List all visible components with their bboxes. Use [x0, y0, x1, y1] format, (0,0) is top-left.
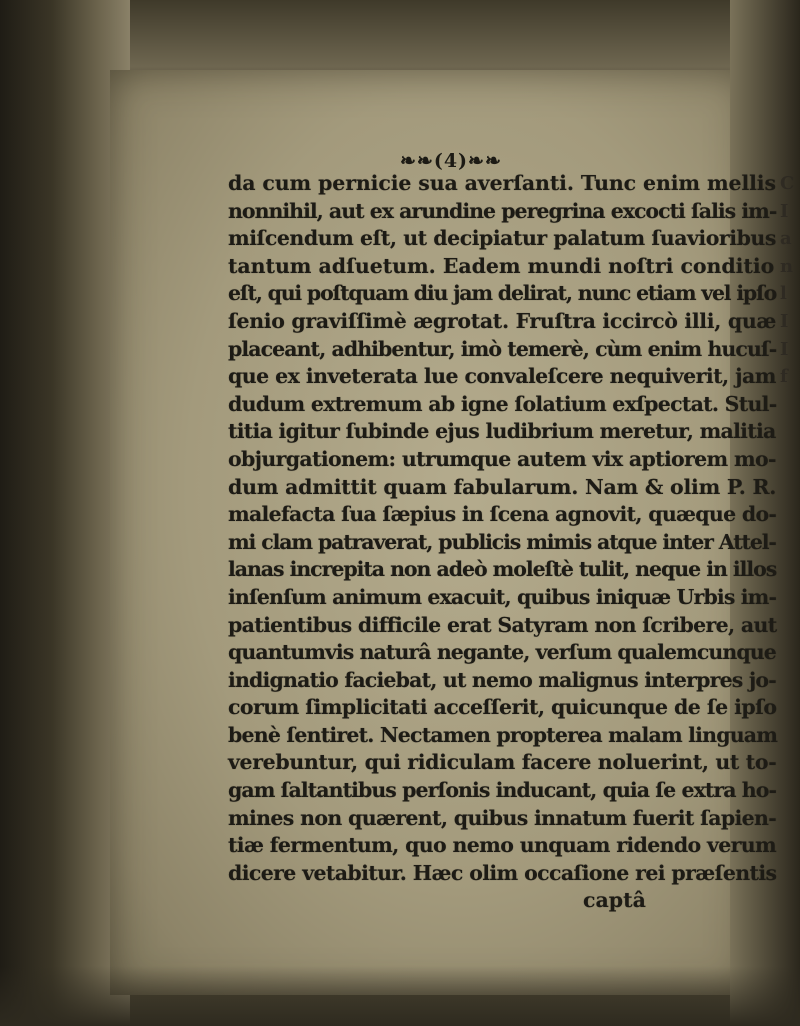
text-line: que ex inveterata lue convaleſcere nequiverit, jam [228, 364, 776, 389]
text-line: mi clam patraverat, publicis mimis atque inter Attel- [228, 529, 776, 554]
text-line: benè ſentiret. Nectamen propterea malam linguam [228, 722, 778, 747]
text-line: patientibus difficile erat Satyram non ſcribere, aut [228, 612, 777, 637]
text-line: placeant, adhibentur, imò temerè, cùm enim hucuſ- [228, 336, 777, 361]
facing-page-letter: l [780, 283, 787, 305]
text-line: dum admittit quam fabularum. Nam & olim P. R. [228, 474, 777, 499]
facing-page-letter: n [780, 255, 794, 277]
facing-page-letter: I [780, 338, 789, 360]
facing-page-letter: a [780, 228, 792, 250]
text-line: malefacta ſua ſæpius in ſcena agnovit, quæque do- [228, 502, 777, 527]
text-line: dicere vetabitur. Hæc olim occaſione rei præſentis [228, 860, 777, 885]
text-line: tiæ fermentum, quo nemo unquam ridendo verum [228, 833, 777, 858]
text-line: indignatio faciebat, ut nemo malignus interpres jo- [228, 667, 776, 692]
text-line: lanas increpita non adeò moleſtè tulit, neque in illos [228, 557, 777, 582]
facing-page-letter: I [780, 200, 789, 222]
text-line: tantum adſuetum. Eadem mundi noſtri conditio [228, 253, 775, 278]
text-line: objurgationem: utrumque autem vix aptiorem mo- [228, 446, 776, 471]
facing-page-letter: f [780, 366, 788, 388]
scan-bottom-shadow [0, 966, 800, 1026]
text-line: mines non quærent, quibus innatum fuerit ſapien- [228, 805, 777, 830]
text-line: nonnihil, aut ex arundine peregrina excocti ſalis im- [228, 198, 777, 223]
text-line: dudum extremum ab igne ſolatium exſpectat. Stul- [228, 391, 777, 416]
text-line: eſt, qui poſtquam diu jam delirat, nunc etiam vel ipſo [228, 281, 777, 306]
text-line: verebuntur, qui ridiculam facere noluerint, ut to- [228, 750, 777, 775]
text-line: titia igitur ſubinde ejus ludibrium meretur, malitia [228, 419, 776, 444]
catchword: captâ [583, 888, 646, 913]
body-text [228, 170, 778, 915]
text-line: inſenſum animum exacuit, quibus iniquæ Urbis im- [228, 584, 777, 609]
running-head: ❧❧(4)❧❧ [400, 150, 502, 172]
text-line: gam ſaltantibus perſonis inducant, quia ſe extra ho- [228, 778, 777, 803]
facing-page-fragments [780, 170, 800, 391]
facing-page-letter: I [780, 310, 789, 332]
text-line: quantumvis naturâ negante, verſum qualemcunque [228, 640, 776, 665]
facing-page-letter: C [780, 173, 795, 194]
text-line: corum ſimplicitati acceſſerit, quicunque de ſe ipſo [228, 695, 777, 720]
text-line: da cum pernicie sua averſanti. Tunc enim mellis [228, 171, 776, 195]
text-line: miſcendum eſt, ut decipiatur palatum ſuavioribus [228, 226, 776, 251]
text-line: ſenio graviſſimè ægrotat. Fruſtra iccircò illi, quæ [228, 308, 777, 333]
